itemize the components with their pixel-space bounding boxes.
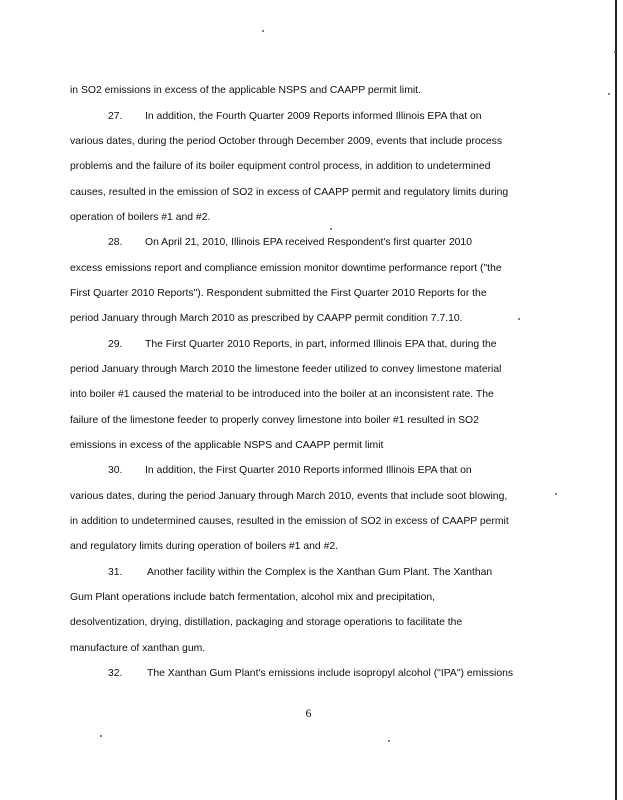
text-line: excess emissions report and compliance emission monitor downtime performance report ("the	[70, 263, 502, 274]
text-line: First Quarter 2010 Reports"). Respondent submitted the First Quarter 2010 Reports for the	[70, 288, 487, 299]
text-line: desolventization, drying, distillation, packaging and storage operations to facilitate the	[70, 617, 463, 628]
text-line: manufacture of xanthan gum.	[70, 643, 206, 654]
paragraph-number-31: 31.	[108, 567, 123, 578]
text-line: emissions in excess of the applicable NSPS and CAAPP permit limit	[70, 440, 384, 451]
text-line: In addition, the First Quarter 2010 Reports informed Illinois EPA that on	[145, 465, 472, 476]
text-line: into boiler #1 caused the material to be introduced into the boiler at an inconsistent rate. The	[70, 389, 494, 400]
paragraph-number-30: 30.	[108, 465, 123, 476]
text-line: period January through March 2010 as prescribed by CAAPP permit condition 7.7.10.	[70, 313, 463, 324]
text-line: various dates, during the period October through December 2009, events that include process	[70, 136, 503, 147]
scan-speck	[330, 228, 332, 230]
paragraph-number-28: 28.	[108, 237, 123, 248]
scan-speck	[555, 493, 557, 495]
text-line: problems and the failure of its boiler equipment control process, in addition to undetermined	[70, 161, 491, 172]
text-line: failure of the limestone feeder to properly convey limestone into boiler #1 resulted in SO2	[70, 415, 479, 426]
scan-speck	[100, 735, 102, 737]
text-line: In addition, the Fourth Quarter 2009 Reports informed Illinois EPA that on	[145, 111, 482, 122]
scan-speck	[614, 51, 616, 53]
text-line: period January through March 2010 the limestone feeder utilized to convey limestone material	[70, 364, 502, 375]
text-line: Gum Plant operations include batch fermentation, alcohol mix and precipitation,	[70, 592, 436, 603]
text-line: On April 21, 2010, Illinois EPA received Respondent's first quarter 2010	[145, 237, 472, 248]
scan-speck	[608, 93, 610, 95]
scan-speck	[262, 30, 264, 32]
paragraph-number-27: 27.	[108, 111, 123, 122]
text-line: various dates, during the period January through March 2010, events that include soot blowing,	[70, 491, 508, 502]
text-line: The Xanthan Gum Plant's emissions include isopropyl alcohol ("IPA") emissions	[147, 668, 514, 679]
text-line: in addition to undetermined causes, resulted in the emission of SO2 in excess of CAAPP permit	[70, 516, 509, 527]
paragraph-number-29: 29.	[108, 339, 123, 350]
text-line: Another facility within the Complex is the Xanthan Gum Plant. The Xanthan	[147, 567, 493, 578]
text-line: and regulatory limits during operation of boilers #1 and #2.	[70, 541, 339, 552]
scan-speck	[518, 318, 520, 320]
text-line: causes, resulted in the emission of SO2 in excess of CAAPP permit and regulatory limits during	[70, 187, 509, 198]
text-line: in SO2 emissions in excess of the applicable NSPS and CAAPP permit limit.	[70, 85, 421, 96]
page-number: 6	[305, 706, 312, 720]
text-line: The First Quarter 2010 Reports, in part, informed Illinois EPA that, during the	[145, 339, 497, 350]
paragraph-number-32: 32.	[108, 668, 123, 679]
text-line: operation of boilers #1 and #2.	[70, 212, 211, 223]
scan-speck	[388, 740, 390, 742]
